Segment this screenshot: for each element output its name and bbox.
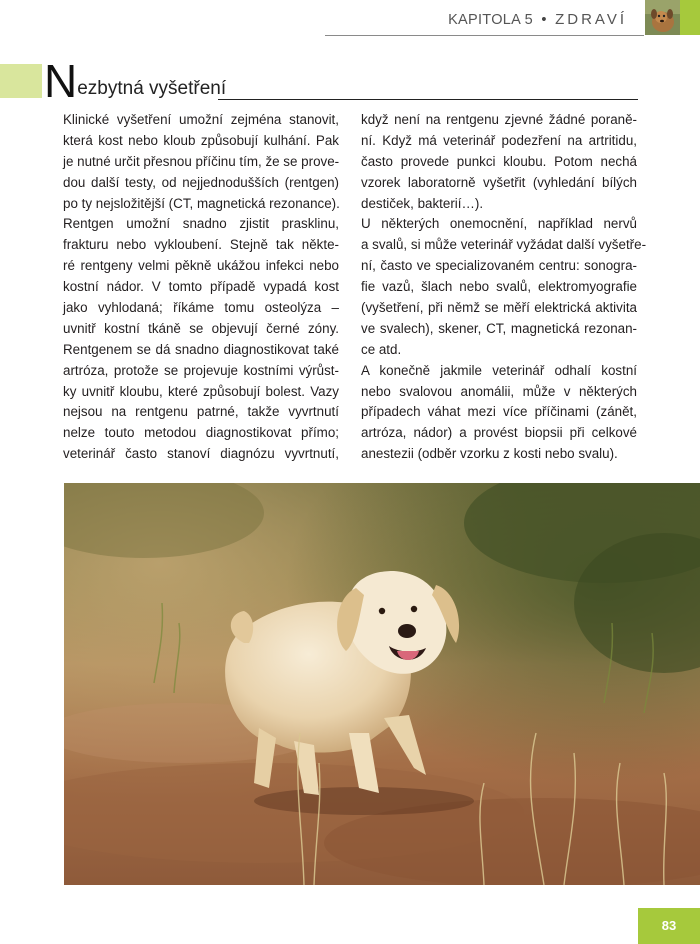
page-number: 83: [638, 908, 700, 944]
text-line: artróza, protože se projevuje kostními výrůst-: [63, 362, 339, 378]
chapter-thumbnail: [645, 0, 680, 35]
text-line: A konečně jakmile veterinář odhalí kostní: [361, 362, 637, 378]
page-header: [0, 0, 700, 36]
text-line: frakturu nebo vykloubení. Stejně tak někte-: [63, 237, 339, 253]
text-line: uvnitř kostní tkáně se objevují černé zóny.: [63, 320, 339, 336]
text-line: je nutné určit přesnou příčinu tím, že se prove-: [63, 153, 340, 169]
text-line: (vyšetření, při němž se měří elektrická aktivita: [361, 300, 637, 316]
text-line: Rentgen umožní snadno zjistit prasklinu,: [63, 216, 339, 232]
text-line: ré rentgeny velmi pěkně ukážou infekci nebo: [63, 258, 339, 274]
right-text-column: [361, 110, 647, 465]
dog-photo: [64, 483, 700, 885]
text-line: Klinické vyšetření umožní zejména stanovit,: [63, 112, 339, 127]
text-line: U některých onemocnění, například nervů: [361, 216, 637, 232]
running-head: [448, 11, 627, 28]
text-line: ce atd.: [361, 341, 402, 357]
text-line: fie vazů, šlach nebo svalů, elektromyografie: [361, 279, 637, 295]
text-line: Rentgenem se dá snadno diagnostikovat také: [63, 341, 339, 357]
text-line: nejsou na rentgenu patrné, takže vyvrtnutí: [63, 404, 339, 420]
text-line: jako vyhlodaná; říkáme tomu osteolýza –: [63, 300, 339, 316]
text-line: a svalů, si může veterinář vyžádat další vyšetře-: [361, 237, 647, 253]
text-line: ní, často ve specializovaném centru: sonogra-: [361, 258, 637, 274]
text-line: která kost nebo kloub způsobují kulhání. Pak: [63, 132, 339, 148]
text-line: kostní nádor. V tomto případě vypadá kost: [63, 279, 339, 295]
chapter-label: KAPITOLA 5: [448, 12, 534, 28]
title-text: ezbytná vyšetření: [77, 78, 227, 99]
header-rule: [325, 35, 644, 36]
title-underline: [218, 99, 638, 100]
text-line: ve svalech), skener, CT, magnetická rezonan-: [361, 320, 637, 336]
title-accent-bar: [0, 64, 42, 98]
bullet-separator: •: [541, 12, 547, 28]
text-line: dou další testy, od nejjednodušších (rentgen): [63, 174, 339, 190]
corner-accent: [680, 0, 700, 35]
text-line: ní. Když má veterinář podezření na artritidu,: [361, 132, 637, 148]
text-line: veterinář často stanoví diagnózu vyvrtnutí,: [63, 446, 339, 462]
text-line: destiček, bakterií…).: [361, 195, 484, 211]
text-line: nelze touto metodou diagnostikovat přímo;: [63, 425, 339, 441]
title-initial: N: [44, 55, 78, 107]
left-text-column: [63, 110, 339, 465]
text-line: často provede punkci kloubu. Potom nechá: [361, 153, 637, 169]
text-line: případech váhat mezi více příčinami (zánět,: [361, 404, 637, 420]
text-line: vzorek laboratorně vyšetřit (vyhledání bílých: [361, 174, 637, 190]
text-line: když není na rentgenu zjevné žádné poraně-: [361, 112, 637, 127]
text-line: po ty nejsložitější (CT, magnetická rezonance).: [63, 195, 340, 211]
text-line: nebo svalovou anomálii, může v některých: [361, 383, 637, 399]
text-line: anestezii (odběr vzorku z kosti nebo svalu).: [361, 446, 618, 462]
text-line: ky uvnitř kloubu, které způsobují bolest. Vazy: [63, 383, 339, 399]
section-label: ZDRAVÍ: [555, 11, 627, 28]
text-line: artróza, nádor) a provést biopsii při celkové: [361, 425, 637, 441]
